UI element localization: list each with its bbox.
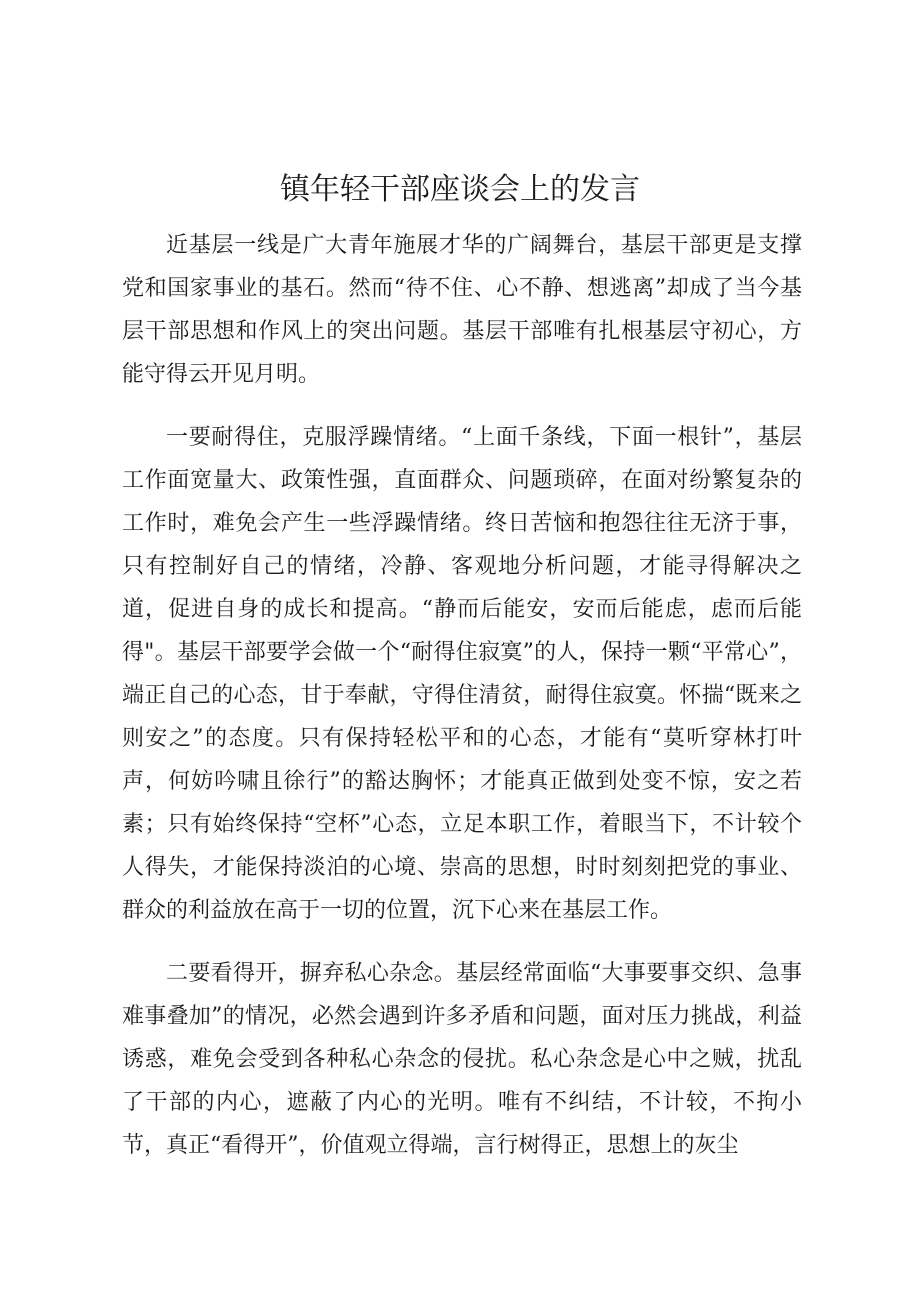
- document-title: 镇年轻干部座谈会上的发言: [280, 172, 640, 207]
- paragraph-intro: 近基层一线是广大青年施展才华的广阔舞台，基层干部更是支撑党和国家事业的基石。然而“待不住、心不静、想逃离”却成了当今基层干部思想和作风上的突出问题。基层干部唯有扎根基层守初心，方能守得云开见月明。: [122, 233, 802, 387]
- document-body: [122, 224, 802, 1187]
- paragraph-point-two: 二要看得开，摒弃私心杂念。基层经常面临“大事要事交织、急事难事叠加”的情况，必然会遇到许多矛盾和问题，面对压力挑战，利益诱惑，难免会受到各种私心杂念的侵扰。私心杂念是心中之贼，扰乱了干部的内心，遮蔽了内心的光明。唯有不纠结，不计较，不拘小节，真正“看得开”，价值观立得端，言行树得正，思想上的灰尘: [122, 961, 802, 1158]
- paragraph-point-one: 一要耐得住，克服浮躁情绪。“上面千条线，下面一根针”，基层工作面宽量大、政策性强，直面群众、问题琐碎，在面对纷繁复杂的工作时，难免会产生一些浮躁情绪。终日苦恼和抱怨往往无济于事，只有控制好自己的情绪，冷静、客观地分析问题，才能寻得解决之道，促进自身的成长和提高。“静而后能安，安而后能虑，虑而后能得"。基层干部要学会做一个“耐得住寂寞”的人，保持一颗“平常心”，端正自己的心态，甘于奉献，守得住清贫，耐得住寂寞。怀揣“既来之则安之”的态度。只有保持轻松平和的心态，才能有“莫听穿林打叶声，何妨吟啸且徐行”的豁达胸怀；才能真正做到处变不惊，安之若素；只有始终保持“空杯”心态，立足本职工作，着眼当下，不计较个人得失，才能保持淡泊的心境、崇高的思想，时时刻刻把党的事业、群众的利益放在高于一切的位置，沉下心来在基层工作。: [122, 425, 802, 923]
